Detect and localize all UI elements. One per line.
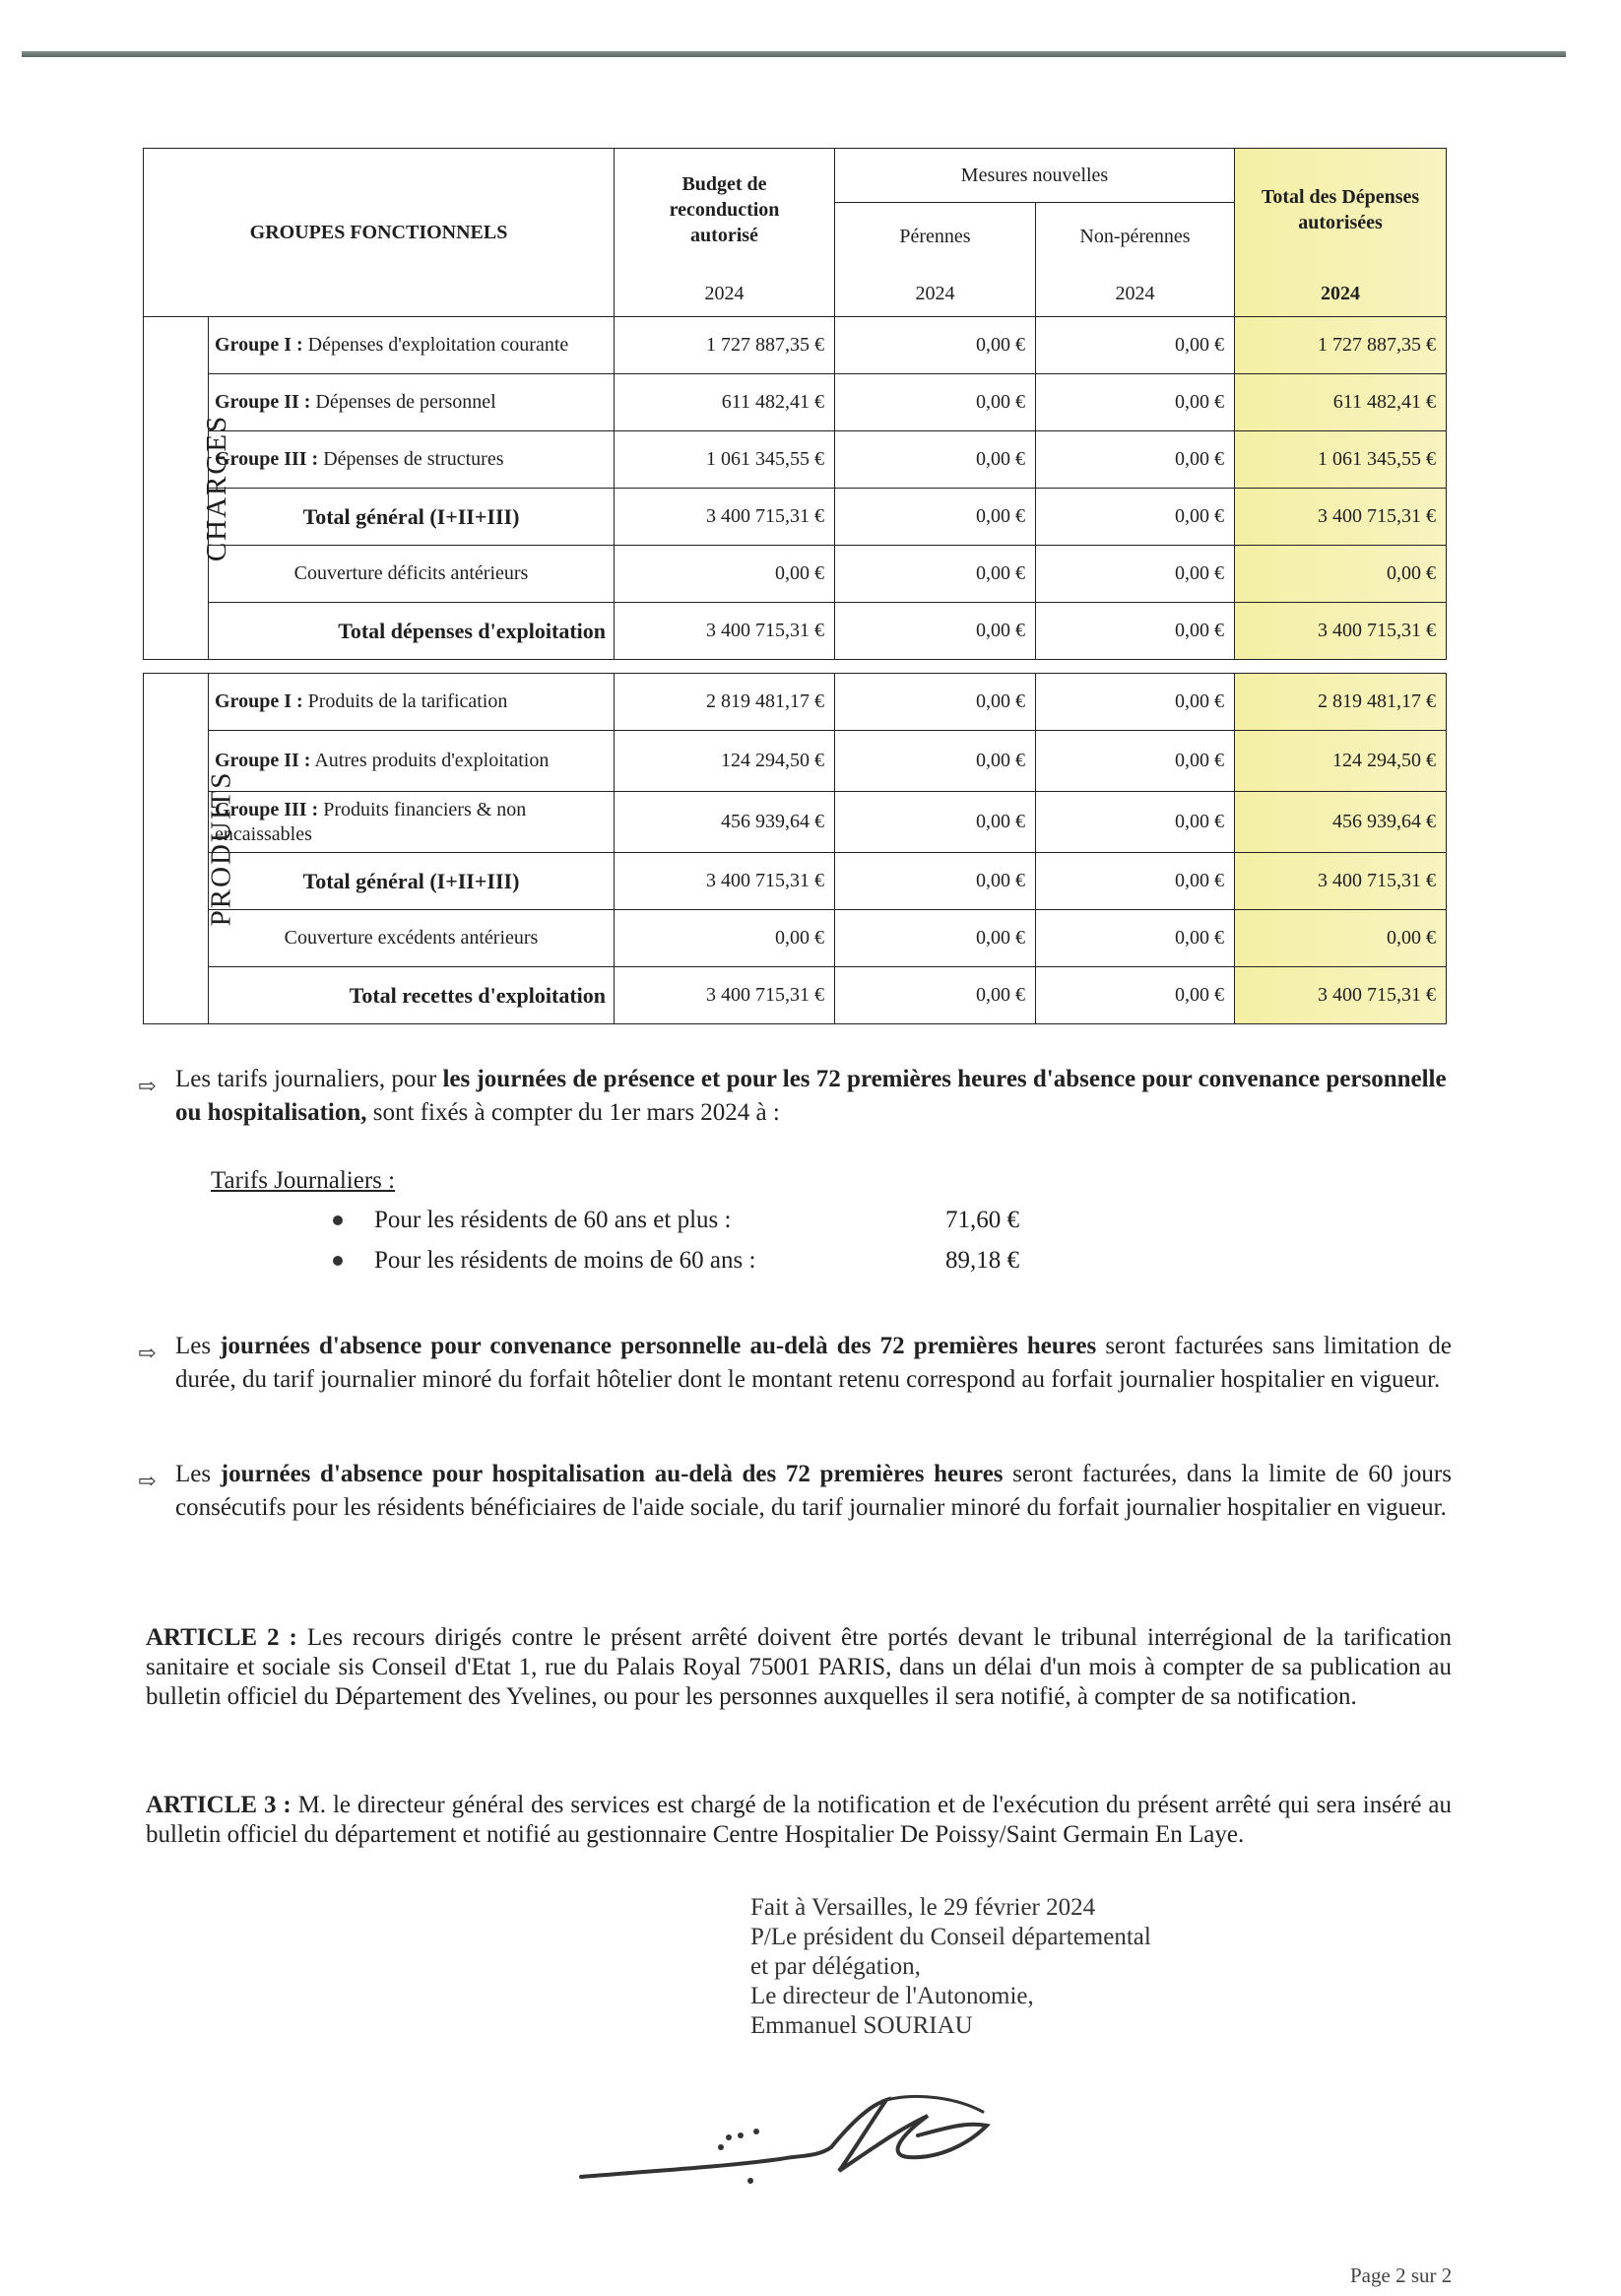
cell-budget: 0,00 € (615, 910, 835, 967)
cell-non-perennes: 0,00 € (1036, 603, 1235, 660)
row-label-bold: Total dépenses d'exploitation (338, 618, 606, 643)
arrow-icon: ⇨ (138, 1074, 157, 1098)
hospital-paragraph (175, 1458, 1452, 1525)
bullet-icon (333, 1215, 343, 1225)
cell-perennes: 0,00 € (835, 967, 1036, 1024)
header-total (1235, 149, 1447, 272)
cell-non-perennes: 0,00 € (1036, 853, 1235, 910)
header-year-non-perennes: 2024 (1036, 272, 1235, 317)
tarifs-text-a: Les tarifs journaliers, pour (175, 1066, 443, 1092)
cell-budget: 1 061 345,55 € (615, 431, 835, 489)
cell-budget: 124 294,50 € (615, 731, 835, 792)
article-2-title: ARTICLE 2 : (146, 1624, 297, 1651)
rates-list (333, 1200, 1019, 1280)
rate-value: 71,60 € (945, 1207, 1019, 1233)
row-label-bold: Groupe III : (215, 798, 319, 820)
produits-couverture (209, 910, 615, 967)
header-mesures: Mesures nouvelles (835, 149, 1235, 203)
budget-table (143, 148, 1447, 1024)
header-groupes (144, 149, 615, 317)
rate-item (333, 1200, 1019, 1240)
row-label-rest: Produits de la tarification (302, 690, 508, 712)
row-label-rest: Autres produits d'exploitation (310, 750, 550, 771)
header-year-budget: 2024 (615, 272, 835, 317)
rate-label: Pour les résidents de moins de 60 ans : (374, 1247, 756, 1274)
absence-paragraph (175, 1330, 1452, 1397)
handwritten-signature (573, 2086, 1006, 2195)
rates-title: Tarifs Journaliers : (211, 1167, 396, 1194)
table-gap (144, 660, 1447, 674)
cell-budget: 1 727 887,35 € (615, 317, 835, 374)
cell-perennes: 0,00 € (835, 910, 1036, 967)
produits-total-general (209, 853, 615, 910)
top-rule (22, 51, 1566, 57)
cell-perennes: 0,00 € (835, 317, 1036, 374)
absence-text-a: Les (175, 1333, 221, 1359)
row-label-bold: Groupe II : (215, 391, 311, 413)
row-label-rest: Couverture déficits antérieurs (293, 562, 529, 584)
signature-line: P/Le président du Conseil départemental (750, 1924, 1151, 1950)
cell-perennes: 0,00 € (835, 792, 1036, 853)
row-label-rest: Produits financiers & non encaissables (215, 798, 527, 845)
cell-perennes: 0,00 € (835, 853, 1036, 910)
cell-budget: 456 939,64 € (615, 792, 835, 853)
cell-perennes: 0,00 € (835, 546, 1036, 603)
tarifs-text-bold: les journées de présence et pour les 72 premières heures d'absence pour convenance personnelle ou hospitalisation, (175, 1066, 1447, 1126)
cell-perennes: 0,00 € (835, 603, 1036, 660)
cell-perennes: 0,00 € (835, 431, 1036, 489)
absence-text-bold: journées d'absence pour convenance personnelle au-delà des 72 premières heures (220, 1333, 1097, 1359)
cell-non-perennes: 0,00 € (1036, 374, 1235, 431)
cell-total: 124 294,50 € (1235, 731, 1447, 792)
cell-total: 456 939,64 € (1235, 792, 1447, 853)
row-label-rest: Dépenses d'exploitation courante (302, 334, 569, 356)
signature-block (750, 1893, 1151, 2041)
charges-label: CHARGES (201, 414, 233, 562)
charges-section (144, 317, 233, 660)
cell-non-perennes: 0,00 € (1036, 792, 1235, 853)
cell-total: 0,00 € (1235, 910, 1447, 967)
arrow-icon: ⇨ (138, 1341, 157, 1365)
row-label-bold: Groupe I : (215, 690, 303, 712)
produits-row-label (209, 792, 615, 853)
row-label-rest: Dépenses de structures (318, 448, 504, 470)
rate-item (333, 1240, 1019, 1280)
cell-budget: 3 400 715,31 € (615, 967, 835, 1024)
cell-total: 0,00 € (1235, 546, 1447, 603)
charges-total-general (209, 489, 615, 546)
cell-total: 3 400 715,31 € (1235, 489, 1447, 546)
header-total-text: Total des Dépenses autorisées (1261, 186, 1420, 234)
produits-total-recettes (209, 967, 615, 1024)
header-budget (615, 149, 835, 272)
hospital-text-a: Les (175, 1461, 221, 1487)
cell-total: 3 400 715,31 € (1235, 967, 1447, 1024)
row-label-rest: Dépenses de personnel (310, 391, 496, 413)
header-year-total: 2024 (1235, 272, 1447, 317)
cell-total: 611 482,41 € (1235, 374, 1447, 431)
cell-total: 3 400 715,31 € (1235, 603, 1447, 660)
cell-non-perennes: 0,00 € (1036, 489, 1235, 546)
article-2-text: Les recours dirigés contre le présent arrêté doivent être portés devant le tribunal interrégional de la tarification sanitaire et sociale sis Conseil d'Etat 1, rue du Palais Royal 75001 PARIS, dans un délai d'un mois à compter de sa publication au bulletin officiel du Département des Yvelines, ou pour les personnes auxquelles il sera notifié, à compter de sa notification. (146, 1624, 1452, 1710)
header-budget-text: Budget de reconduction autorisé (669, 173, 780, 247)
signature-line: Fait à Versailles, le 29 février 2024 (750, 1894, 1096, 1921)
cell-non-perennes: 0,00 € (1036, 967, 1235, 1024)
header-year-perennes: 2024 (835, 272, 1036, 317)
cell-non-perennes: 0,00 € (1036, 910, 1235, 967)
hospital-text-c: seront facturées, dans la limite de 60 jours consécutifs pour les résidents bénéficiaires de l'aide sociale, du tarif journalier minoré du forfait journalier hospitalier en vigueur. (175, 1461, 1452, 1521)
charges-total-depenses (209, 603, 615, 660)
produits-section (144, 674, 237, 1024)
rate-label: Pour les résidents de 60 ans et plus : (374, 1207, 732, 1233)
row-label-bold: Total général (I+II+III) (302, 503, 520, 529)
article-3 (146, 1791, 1452, 1850)
rate-value: 89,18 € (945, 1247, 1019, 1274)
cell-perennes: 0,00 € (835, 731, 1036, 792)
row-label-bold: Total recettes d'exploitation (349, 982, 606, 1008)
charges-row-label (209, 431, 615, 489)
cell-budget: 3 400 715,31 € (615, 489, 835, 546)
article-3-text: M. le directeur général des services est chargé de la notification et de l'exécution du présent arrêté qui sera inséré au bulletin officiel du département et notifié au gestionnaire Centre Hospitalier De Poissy/Saint Germain En Laye. (146, 1792, 1452, 1848)
charges-row-label (209, 374, 615, 431)
cell-non-perennes: 0,00 € (1036, 731, 1235, 792)
cell-non-perennes: 0,00 € (1036, 317, 1235, 374)
arrow-icon: ⇨ (138, 1469, 157, 1493)
header-perennes: Pérennes (835, 203, 1036, 272)
cell-budget: 0,00 € (615, 546, 835, 603)
header-groupes-text: GROUPES FONCTIONNELS (249, 221, 508, 243)
article-2 (146, 1623, 1452, 1712)
page-number: Page 2 sur 2 (1350, 2263, 1453, 2287)
cell-total: 1 727 887,35 € (1235, 317, 1447, 374)
produits-label: PRODUITS (205, 770, 237, 927)
header-non-perennes: Non-pérennes (1036, 203, 1235, 272)
signature-line: et par délégation, (750, 1953, 921, 1980)
cell-total: 1 061 345,55 € (1235, 431, 1447, 489)
cell-budget: 3 400 715,31 € (615, 853, 835, 910)
row-label-bold: Total général (I+II+III) (302, 868, 520, 893)
bullet-icon (333, 1256, 343, 1266)
charges-couverture (209, 546, 615, 603)
row-label-rest: Couverture excédents antérieurs (284, 927, 539, 949)
cell-total: 2 819 481,17 € (1235, 674, 1447, 731)
cell-perennes: 0,00 € (835, 374, 1036, 431)
cell-non-perennes: 0,00 € (1036, 546, 1235, 603)
cell-budget: 2 819 481,17 € (615, 674, 835, 731)
hospital-text-bold: journées d'absence pour hospitalisation au-delà des 72 premières heures (220, 1461, 1004, 1487)
tarifs-paragraph (175, 1063, 1452, 1130)
row-label-bold: Groupe III : (215, 448, 319, 470)
cell-perennes: 0,00 € (835, 674, 1036, 731)
produits-row-label (209, 731, 615, 792)
signature-line: Le directeur de l'Autonomie, (750, 1983, 1034, 2009)
row-label-bold: Groupe II : (215, 750, 311, 771)
cell-non-perennes: 0,00 € (1036, 431, 1235, 489)
cell-budget: 611 482,41 € (615, 374, 835, 431)
charges-row-label (209, 317, 615, 374)
tarifs-text-c: sont fixés à compter du 1er mars 2024 à : (366, 1099, 780, 1126)
row-label-bold: Groupe I : (215, 334, 303, 356)
cell-total: 3 400 715,31 € (1235, 853, 1447, 910)
produits-row-label (209, 674, 615, 731)
cell-perennes: 0,00 € (835, 489, 1036, 546)
signature-line: Emmanuel SOURIAU (750, 2012, 973, 2039)
cell-budget: 3 400 715,31 € (615, 603, 835, 660)
article-3-title: ARTICLE 3 : (146, 1792, 292, 1818)
absence-text-c: seront facturées sans limitation de durée, du tarif journalier minoré du forfait hôtelier dont le montant retenu correspond au forfait journalier hospitalier en vigueur. (175, 1333, 1452, 1393)
cell-non-perennes: 0,00 € (1036, 674, 1235, 731)
